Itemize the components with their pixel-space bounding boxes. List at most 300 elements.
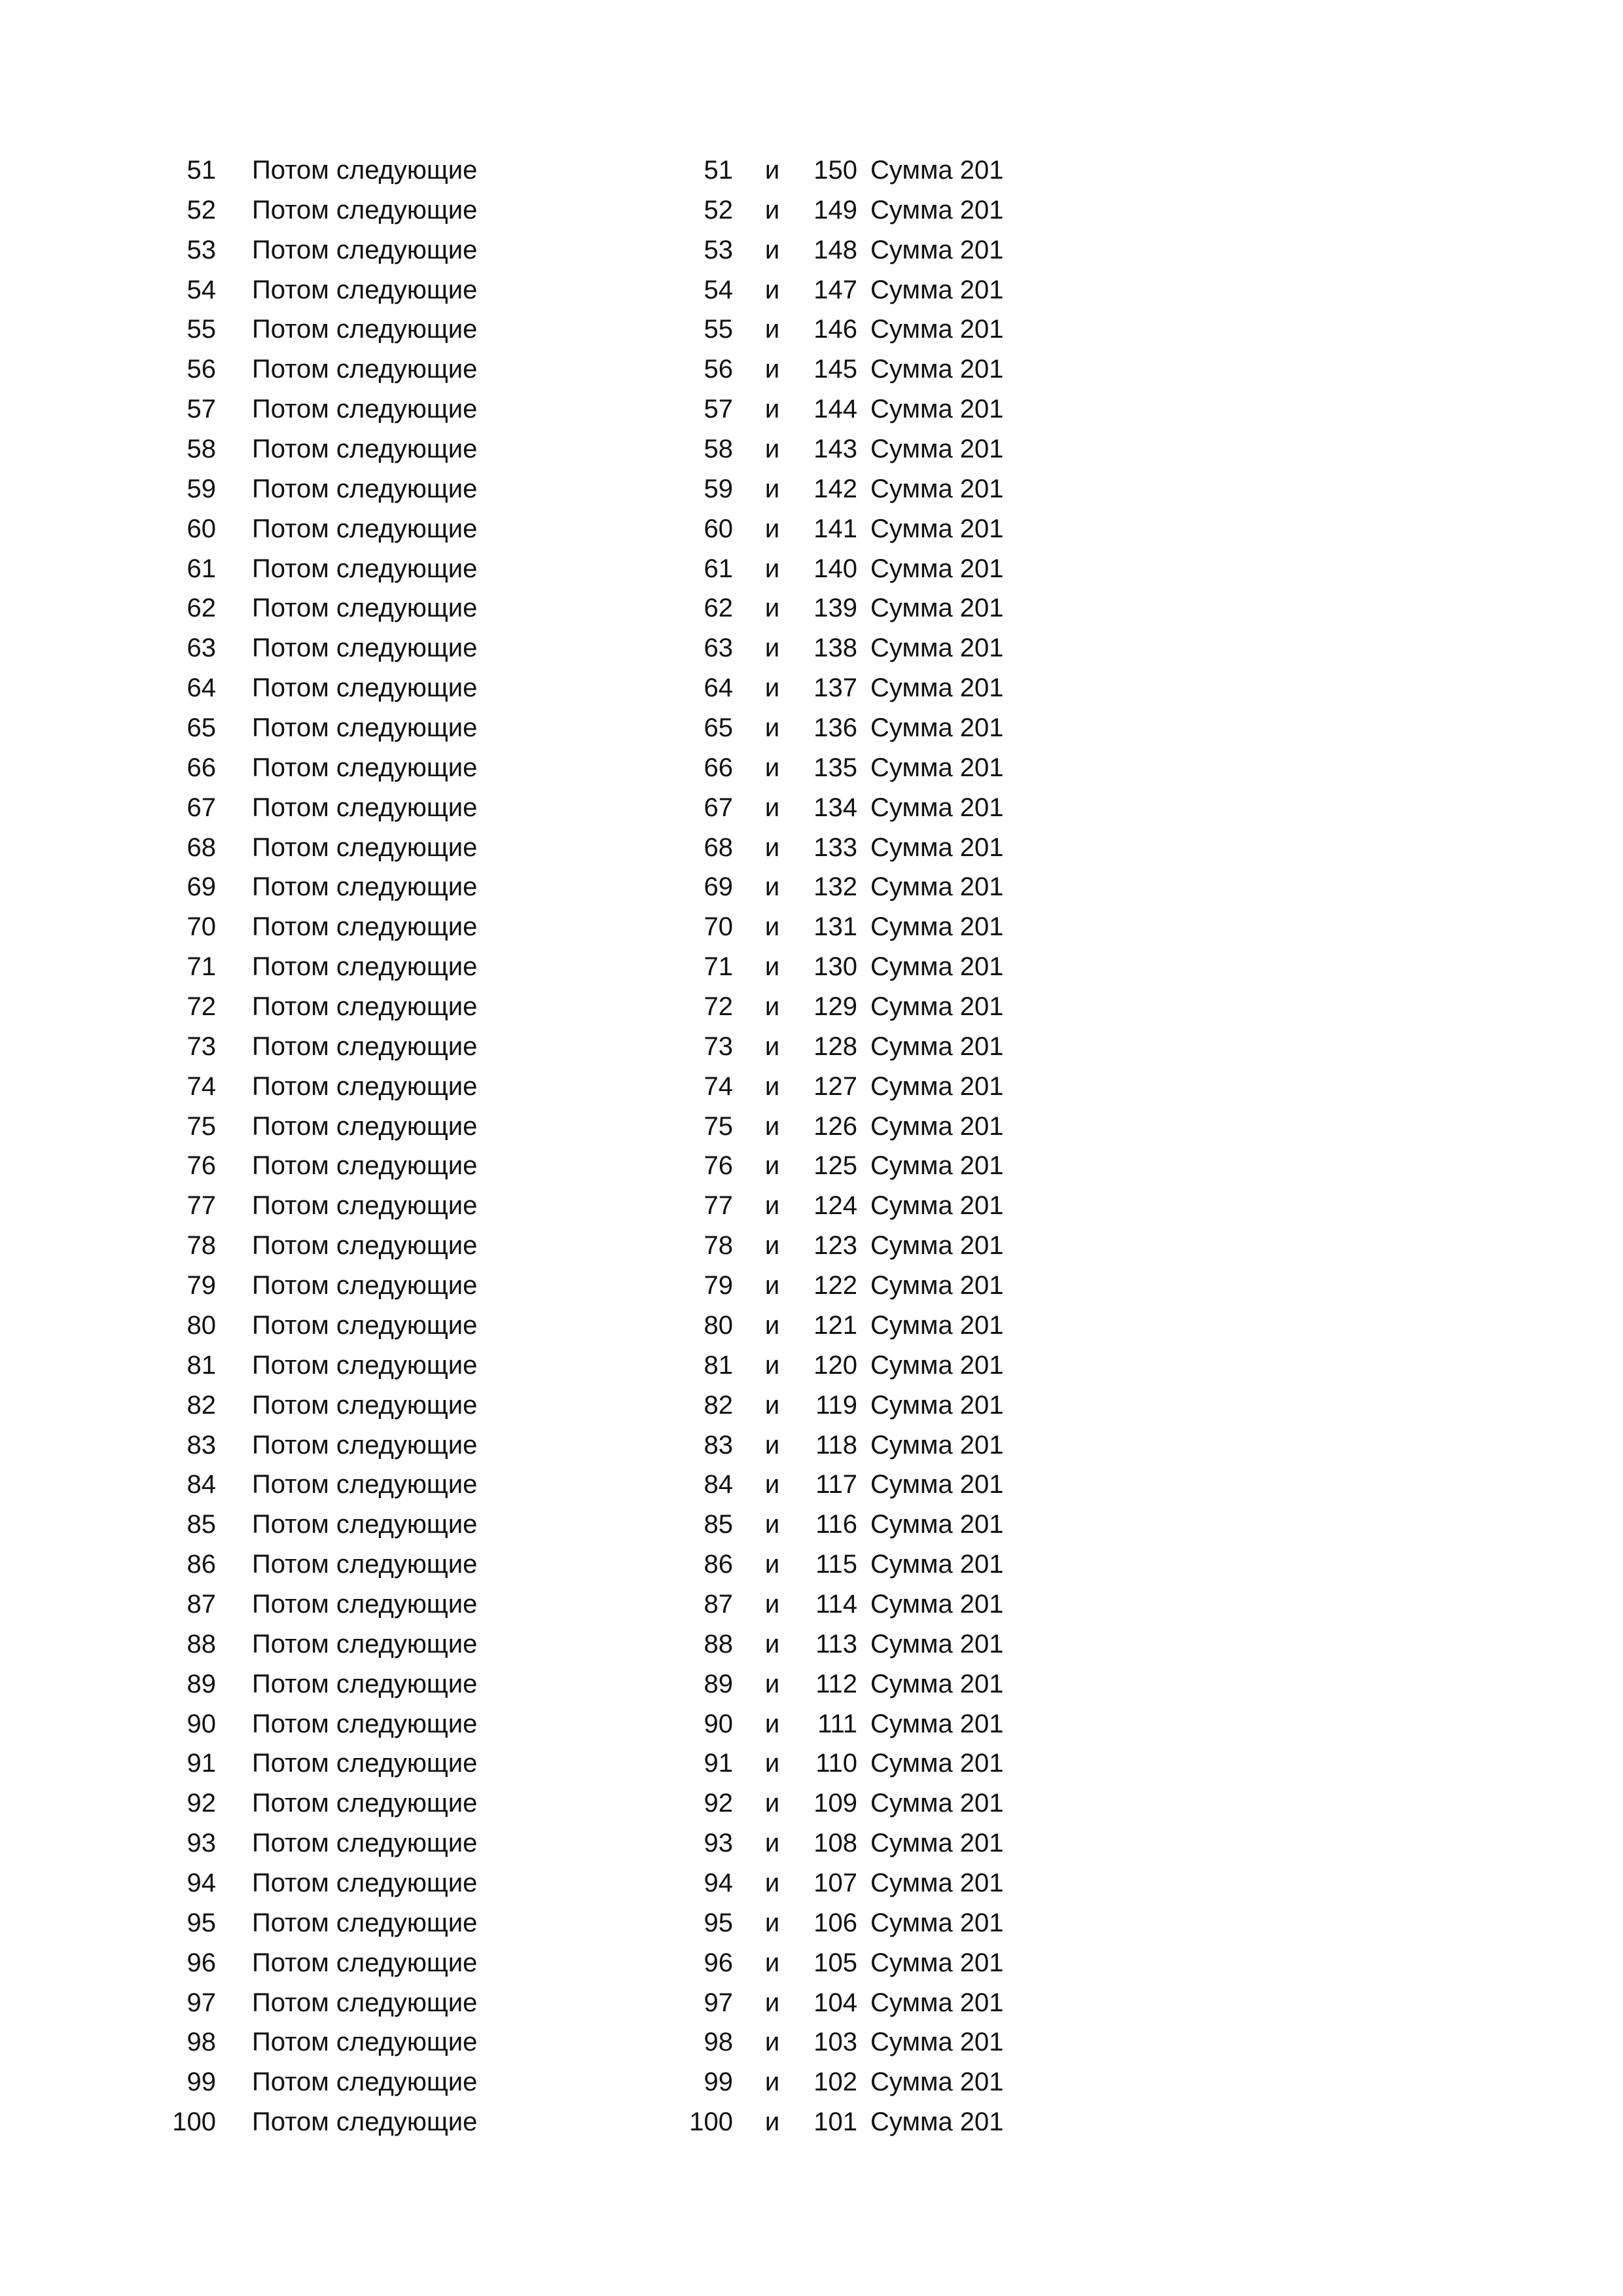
row-label: Потом следующие bbox=[252, 1271, 478, 1300]
first-number: 71 bbox=[704, 952, 733, 982]
row-number: 69 bbox=[187, 872, 216, 902]
row-label: Потом следующие bbox=[252, 833, 478, 862]
sum-label: Сумма 201 bbox=[870, 1550, 1004, 1579]
first-number: 87 bbox=[704, 1589, 733, 1619]
row-label: Потом следующие bbox=[252, 952, 478, 982]
row-number: 77 bbox=[187, 1191, 216, 1221]
first-number: 77 bbox=[704, 1191, 733, 1221]
first-number: 80 bbox=[704, 1310, 733, 1340]
row-label: Потом следующие bbox=[252, 2028, 478, 2057]
row-label: Потом следующие bbox=[252, 2108, 478, 2137]
row-number: 75 bbox=[187, 1111, 216, 1141]
first-number: 99 bbox=[704, 2068, 733, 2097]
sum-label: Сумма 201 bbox=[870, 1390, 1004, 1420]
first-number: 95 bbox=[704, 1908, 733, 1937]
row-label: Потом следующие bbox=[252, 275, 478, 304]
row-number: 64 bbox=[187, 673, 216, 703]
table-row bbox=[0, 1067, 1623, 1107]
first-number: 68 bbox=[704, 833, 733, 862]
conjunction: и bbox=[764, 355, 780, 384]
table-row bbox=[0, 350, 1623, 389]
table-row bbox=[0, 828, 1623, 868]
table-row bbox=[0, 270, 1623, 310]
sum-label: Сумма 201 bbox=[870, 673, 1004, 703]
row-label: Потом следующие bbox=[252, 2068, 478, 2097]
conjunction: и bbox=[764, 1191, 780, 1221]
conjunction: и bbox=[764, 793, 780, 822]
row-label: Потом следующие bbox=[252, 1749, 478, 1778]
row-label: Потом следующие bbox=[252, 1948, 478, 1977]
first-number: 82 bbox=[704, 1390, 733, 1420]
table-row bbox=[0, 190, 1623, 230]
sum-label: Сумма 201 bbox=[870, 195, 1004, 224]
second-number: 150 bbox=[813, 156, 857, 185]
conjunction: и bbox=[764, 1669, 780, 1698]
first-number: 72 bbox=[704, 992, 733, 1022]
second-number: 129 bbox=[813, 992, 857, 1022]
row-label: Потом следующие bbox=[252, 355, 478, 384]
conjunction: и bbox=[764, 1550, 780, 1579]
row-label: Потом следующие bbox=[252, 1789, 478, 1818]
conjunction: и bbox=[764, 1829, 780, 1858]
second-number: 112 bbox=[815, 1669, 857, 1698]
table-row bbox=[0, 1983, 1623, 2023]
row-number: 78 bbox=[187, 1231, 216, 1261]
sum-label: Сумма 201 bbox=[870, 1669, 1004, 1698]
table-row bbox=[0, 588, 1623, 628]
first-number: 98 bbox=[704, 2028, 733, 2057]
second-number: 131 bbox=[813, 912, 857, 942]
first-number: 53 bbox=[704, 235, 733, 264]
second-number: 127 bbox=[813, 1071, 857, 1101]
second-number: 147 bbox=[813, 275, 857, 304]
row-number: 51 bbox=[187, 156, 216, 185]
table-row bbox=[0, 1744, 1623, 1784]
first-number: 54 bbox=[704, 275, 733, 304]
row-number: 81 bbox=[187, 1350, 216, 1380]
conjunction: и bbox=[764, 2028, 780, 2057]
sum-label: Сумма 201 bbox=[870, 474, 1004, 503]
sum-label: Сумма 201 bbox=[870, 1271, 1004, 1300]
table-row bbox=[0, 1903, 1623, 1943]
table-row bbox=[0, 1426, 1623, 1465]
conjunction: и bbox=[764, 992, 780, 1022]
row-label: Потом следующие bbox=[252, 514, 478, 543]
sum-label: Сумма 201 bbox=[870, 1111, 1004, 1141]
row-number: 83 bbox=[187, 1430, 216, 1460]
sum-label: Сумма 201 bbox=[870, 1749, 1004, 1778]
sum-label: Сумма 201 bbox=[870, 1151, 1004, 1181]
row-label: Потом следующие bbox=[252, 315, 478, 344]
first-number: 52 bbox=[704, 195, 733, 224]
table-row bbox=[0, 509, 1623, 549]
row-number: 63 bbox=[187, 634, 216, 663]
sum-label: Сумма 201 bbox=[870, 1589, 1004, 1619]
row-number: 87 bbox=[187, 1589, 216, 1619]
first-number: 94 bbox=[704, 1868, 733, 1897]
row-label: Потом следующие bbox=[252, 1111, 478, 1141]
conjunction: и bbox=[764, 235, 780, 264]
conjunction: и bbox=[764, 912, 780, 942]
row-label: Потом следующие bbox=[252, 673, 478, 703]
row-label: Потом следующие bbox=[252, 1031, 478, 1061]
first-number: 62 bbox=[704, 594, 733, 623]
first-number: 66 bbox=[704, 753, 733, 782]
sum-label: Сумма 201 bbox=[870, 1031, 1004, 1061]
table-row bbox=[0, 1863, 1623, 1903]
row-number: 96 bbox=[187, 1948, 216, 1977]
conjunction: и bbox=[764, 952, 780, 982]
sum-label: Сумма 201 bbox=[870, 2068, 1004, 2097]
conjunction: и bbox=[764, 2068, 780, 2097]
row-label: Потом следующие bbox=[252, 1071, 478, 1101]
conjunction: и bbox=[764, 474, 780, 503]
conjunction: и bbox=[764, 753, 780, 782]
second-number: 110 bbox=[815, 1749, 857, 1778]
conjunction: и bbox=[764, 713, 780, 743]
second-number: 141 bbox=[813, 514, 857, 543]
row-number: 89 bbox=[187, 1669, 216, 1698]
conjunction: и bbox=[764, 1231, 780, 1261]
row-label: Потом следующие bbox=[252, 872, 478, 902]
row-number: 99 bbox=[187, 2068, 216, 2097]
table-row bbox=[0, 230, 1623, 270]
sum-label: Сумма 201 bbox=[870, 1868, 1004, 1897]
second-number: 114 bbox=[815, 1589, 857, 1619]
row-label: Потом следующие bbox=[252, 1709, 478, 1738]
second-number: 108 bbox=[813, 1829, 857, 1858]
sum-label: Сумма 201 bbox=[870, 1629, 1004, 1659]
first-number: 78 bbox=[704, 1231, 733, 1261]
conjunction: и bbox=[764, 1868, 780, 1897]
second-number: 123 bbox=[813, 1231, 857, 1261]
sum-label: Сумма 201 bbox=[870, 1829, 1004, 1858]
row-number: 71 bbox=[187, 952, 216, 982]
row-number: 92 bbox=[187, 1789, 216, 1818]
row-number: 61 bbox=[187, 554, 216, 583]
table-row bbox=[0, 867, 1623, 907]
sum-label: Сумма 201 bbox=[870, 1071, 1004, 1101]
table-row bbox=[0, 668, 1623, 708]
row-label: Потом следующие bbox=[252, 1988, 478, 2017]
second-number: 143 bbox=[813, 435, 857, 464]
sum-label: Сумма 201 bbox=[870, 713, 1004, 743]
row-number: 98 bbox=[187, 2028, 216, 2057]
first-number: 58 bbox=[704, 435, 733, 464]
first-number: 90 bbox=[704, 1709, 733, 1738]
second-number: 113 bbox=[815, 1629, 857, 1659]
first-number: 60 bbox=[704, 514, 733, 543]
row-label: Потом следующие bbox=[252, 594, 478, 623]
conjunction: и bbox=[764, 435, 780, 464]
conjunction: и bbox=[764, 673, 780, 703]
table-row bbox=[0, 1107, 1623, 1147]
second-number: 119 bbox=[815, 1390, 857, 1420]
table-row bbox=[0, 907, 1623, 947]
row-label: Потом следующие bbox=[252, 554, 478, 583]
table-row bbox=[0, 469, 1623, 509]
row-number: 65 bbox=[187, 713, 216, 743]
row-label: Потом следующие bbox=[252, 156, 478, 185]
row-number: 74 bbox=[187, 1071, 216, 1101]
conjunction: и bbox=[764, 1310, 780, 1340]
conjunction: и bbox=[764, 634, 780, 663]
second-number: 106 bbox=[813, 1908, 857, 1937]
first-number: 55 bbox=[704, 315, 733, 344]
table-row bbox=[0, 1664, 1623, 1704]
sum-label: Сумма 201 bbox=[870, 554, 1004, 583]
sum-label: Сумма 201 bbox=[870, 833, 1004, 862]
row-label: Потом следующие bbox=[252, 634, 478, 663]
row-label: Потом следующие bbox=[252, 753, 478, 782]
conjunction: и bbox=[764, 315, 780, 344]
second-number: 128 bbox=[813, 1031, 857, 1061]
sum-label: Сумма 201 bbox=[870, 753, 1004, 782]
second-number: 133 bbox=[813, 833, 857, 862]
second-number: 116 bbox=[815, 1510, 857, 1539]
second-number: 126 bbox=[813, 1111, 857, 1141]
row-number: 52 bbox=[187, 195, 216, 224]
first-number: 59 bbox=[704, 474, 733, 503]
second-number: 134 bbox=[813, 793, 857, 822]
second-number: 105 bbox=[813, 1948, 857, 1977]
table-row bbox=[0, 1585, 1623, 1624]
sum-label: Сумма 201 bbox=[870, 912, 1004, 942]
conjunction: и bbox=[764, 554, 780, 583]
second-number: 135 bbox=[813, 753, 857, 782]
sum-label: Сумма 201 bbox=[870, 1310, 1004, 1340]
first-number: 75 bbox=[704, 1111, 733, 1141]
row-label: Потом следующие bbox=[252, 992, 478, 1022]
sum-label: Сумма 201 bbox=[870, 514, 1004, 543]
first-number: 91 bbox=[704, 1749, 733, 1778]
first-number: 83 bbox=[704, 1430, 733, 1460]
conjunction: и bbox=[764, 1789, 780, 1818]
second-number: 149 bbox=[813, 195, 857, 224]
row-number: 53 bbox=[187, 235, 216, 264]
row-number: 54 bbox=[187, 275, 216, 304]
first-number: 84 bbox=[704, 1470, 733, 1499]
table-row bbox=[0, 1823, 1623, 1863]
row-label: Потом следующие bbox=[252, 1829, 478, 1858]
sum-label: Сумма 201 bbox=[870, 793, 1004, 822]
conjunction: и bbox=[764, 156, 780, 185]
row-number: 80 bbox=[187, 1310, 216, 1340]
conjunction: и bbox=[764, 2108, 780, 2137]
table-row bbox=[0, 310, 1623, 350]
table-row bbox=[0, 549, 1623, 589]
row-label: Потом следующие bbox=[252, 1589, 478, 1619]
row-label: Потом следующие bbox=[252, 713, 478, 743]
table-row bbox=[0, 987, 1623, 1027]
sum-label: Сумма 201 bbox=[870, 1789, 1004, 1818]
conjunction: и bbox=[764, 1031, 780, 1061]
table-row bbox=[0, 1226, 1623, 1266]
first-number: 63 bbox=[704, 634, 733, 663]
conjunction: и bbox=[764, 1749, 780, 1778]
row-number: 84 bbox=[187, 1470, 216, 1499]
sum-label: Сумма 201 bbox=[870, 355, 1004, 384]
row-number: 70 bbox=[187, 912, 216, 942]
first-number: 86 bbox=[704, 1550, 733, 1579]
row-label: Потом следующие bbox=[252, 1908, 478, 1937]
table-row bbox=[0, 1624, 1623, 1664]
second-number: 144 bbox=[813, 395, 857, 424]
first-number: 70 bbox=[704, 912, 733, 942]
row-label: Потом следующие bbox=[252, 1191, 478, 1221]
row-number: 59 bbox=[187, 474, 216, 503]
sum-label: Сумма 201 bbox=[870, 315, 1004, 344]
second-number: 103 bbox=[813, 2028, 857, 2057]
table-row bbox=[0, 1266, 1623, 1306]
row-label: Потом следующие bbox=[252, 1669, 478, 1698]
row-number: 94 bbox=[187, 1868, 216, 1897]
row-number: 95 bbox=[187, 1908, 216, 1937]
row-label: Потом следующие bbox=[252, 1350, 478, 1380]
row-number: 66 bbox=[187, 753, 216, 782]
conjunction: и bbox=[764, 1589, 780, 1619]
conjunction: и bbox=[764, 1709, 780, 1738]
table-row bbox=[0, 1027, 1623, 1067]
second-number: 132 bbox=[813, 872, 857, 902]
sum-label: Сумма 201 bbox=[870, 435, 1004, 464]
second-number: 104 bbox=[813, 1988, 857, 2017]
row-number: 100 bbox=[172, 2108, 216, 2137]
row-number: 58 bbox=[187, 435, 216, 464]
conjunction: и bbox=[764, 1390, 780, 1420]
second-number: 125 bbox=[813, 1151, 857, 1181]
first-number: 79 bbox=[704, 1271, 733, 1300]
row-number: 72 bbox=[187, 992, 216, 1022]
sum-label: Сумма 201 bbox=[870, 395, 1004, 424]
row-number: 86 bbox=[187, 1550, 216, 1579]
sum-label: Сумма 201 bbox=[870, 992, 1004, 1022]
row-label: Потом следующие bbox=[252, 1868, 478, 1897]
second-number: 115 bbox=[815, 1550, 857, 1579]
first-number: 93 bbox=[704, 1829, 733, 1858]
first-number: 69 bbox=[704, 872, 733, 902]
conjunction: и bbox=[764, 1350, 780, 1380]
first-number: 92 bbox=[704, 1789, 733, 1818]
row-number: 68 bbox=[187, 833, 216, 862]
row-number: 76 bbox=[187, 1151, 216, 1181]
conjunction: и bbox=[764, 1151, 780, 1181]
first-number: 89 bbox=[704, 1669, 733, 1698]
first-number: 64 bbox=[704, 673, 733, 703]
table-row bbox=[0, 1186, 1623, 1226]
row-label: Потом следующие bbox=[252, 235, 478, 264]
sum-label: Сумма 201 bbox=[870, 594, 1004, 623]
table-row bbox=[0, 1545, 1623, 1585]
first-number: 57 bbox=[704, 395, 733, 424]
first-number: 76 bbox=[704, 1151, 733, 1181]
table-row bbox=[0, 788, 1623, 828]
table-row bbox=[0, 2102, 1623, 2142]
row-label: Потом следующие bbox=[252, 793, 478, 822]
conjunction: и bbox=[764, 594, 780, 623]
table-row bbox=[0, 708, 1623, 748]
sum-label: Сумма 201 bbox=[870, 634, 1004, 663]
table-row bbox=[0, 151, 1623, 190]
second-number: 122 bbox=[813, 1271, 857, 1300]
row-number: 62 bbox=[187, 594, 216, 623]
row-number: 93 bbox=[187, 1829, 216, 1858]
row-label: Потом следующие bbox=[252, 1310, 478, 1340]
sum-label: Сумма 201 bbox=[870, 1948, 1004, 1977]
second-number: 139 bbox=[813, 594, 857, 623]
table-row bbox=[0, 389, 1623, 429]
conjunction: и bbox=[764, 1271, 780, 1300]
table-row bbox=[0, 429, 1623, 469]
row-label: Потом следующие bbox=[252, 1151, 478, 1181]
sum-label: Сумма 201 bbox=[870, 156, 1004, 185]
conjunction: и bbox=[764, 1988, 780, 2017]
second-number: 138 bbox=[813, 634, 857, 663]
table-row bbox=[0, 1784, 1623, 1823]
second-number: 109 bbox=[813, 1789, 857, 1818]
table-row bbox=[0, 748, 1623, 788]
conjunction: и bbox=[764, 395, 780, 424]
table-row bbox=[0, 947, 1623, 987]
row-number: 91 bbox=[187, 1749, 216, 1778]
second-number: 120 bbox=[813, 1350, 857, 1380]
sum-label: Сумма 201 bbox=[870, 1510, 1004, 1539]
conjunction: и bbox=[764, 275, 780, 304]
sum-label: Сумма 201 bbox=[870, 1908, 1004, 1937]
conjunction: и bbox=[764, 872, 780, 902]
second-number: 142 bbox=[813, 474, 857, 503]
first-number: 88 bbox=[704, 1629, 733, 1659]
conjunction: и bbox=[764, 514, 780, 543]
conjunction: и bbox=[764, 1430, 780, 1460]
row-label: Потом следующие bbox=[252, 395, 478, 424]
sum-label: Сумма 201 bbox=[870, 1191, 1004, 1221]
first-number: 61 bbox=[704, 554, 733, 583]
conjunction: и bbox=[764, 1948, 780, 1977]
sum-label: Сумма 201 bbox=[870, 1709, 1004, 1738]
row-label: Потом следующие bbox=[252, 435, 478, 464]
first-number: 74 bbox=[704, 1071, 733, 1101]
second-number: 145 bbox=[813, 355, 857, 384]
row-number: 56 bbox=[187, 355, 216, 384]
row-number: 79 bbox=[187, 1271, 216, 1300]
table-row bbox=[0, 628, 1623, 668]
second-number: 102 bbox=[813, 2068, 857, 2097]
second-number: 146 bbox=[813, 315, 857, 344]
conjunction: и bbox=[764, 1470, 780, 1499]
sum-label: Сумма 201 bbox=[870, 1350, 1004, 1380]
row-number: 82 bbox=[187, 1390, 216, 1420]
sum-label: Сумма 201 bbox=[870, 1430, 1004, 1460]
row-number: 90 bbox=[187, 1709, 216, 1738]
sum-label: Сумма 201 bbox=[870, 235, 1004, 264]
second-number: 137 bbox=[813, 673, 857, 703]
second-number: 148 bbox=[813, 235, 857, 264]
second-number: 136 bbox=[813, 713, 857, 743]
row-number: 73 bbox=[187, 1031, 216, 1061]
second-number: 118 bbox=[815, 1430, 857, 1460]
row-label: Потом следующие bbox=[252, 1390, 478, 1420]
first-number: 51 bbox=[704, 156, 733, 185]
first-number: 81 bbox=[704, 1350, 733, 1380]
second-number: 101 bbox=[813, 2108, 857, 2137]
conjunction: и bbox=[764, 1071, 780, 1101]
second-number: 111 bbox=[817, 1709, 857, 1738]
conjunction: и bbox=[764, 1629, 780, 1659]
sum-label: Сумма 201 bbox=[870, 952, 1004, 982]
table-row bbox=[0, 1704, 1623, 1744]
sum-label: Сумма 201 bbox=[870, 275, 1004, 304]
